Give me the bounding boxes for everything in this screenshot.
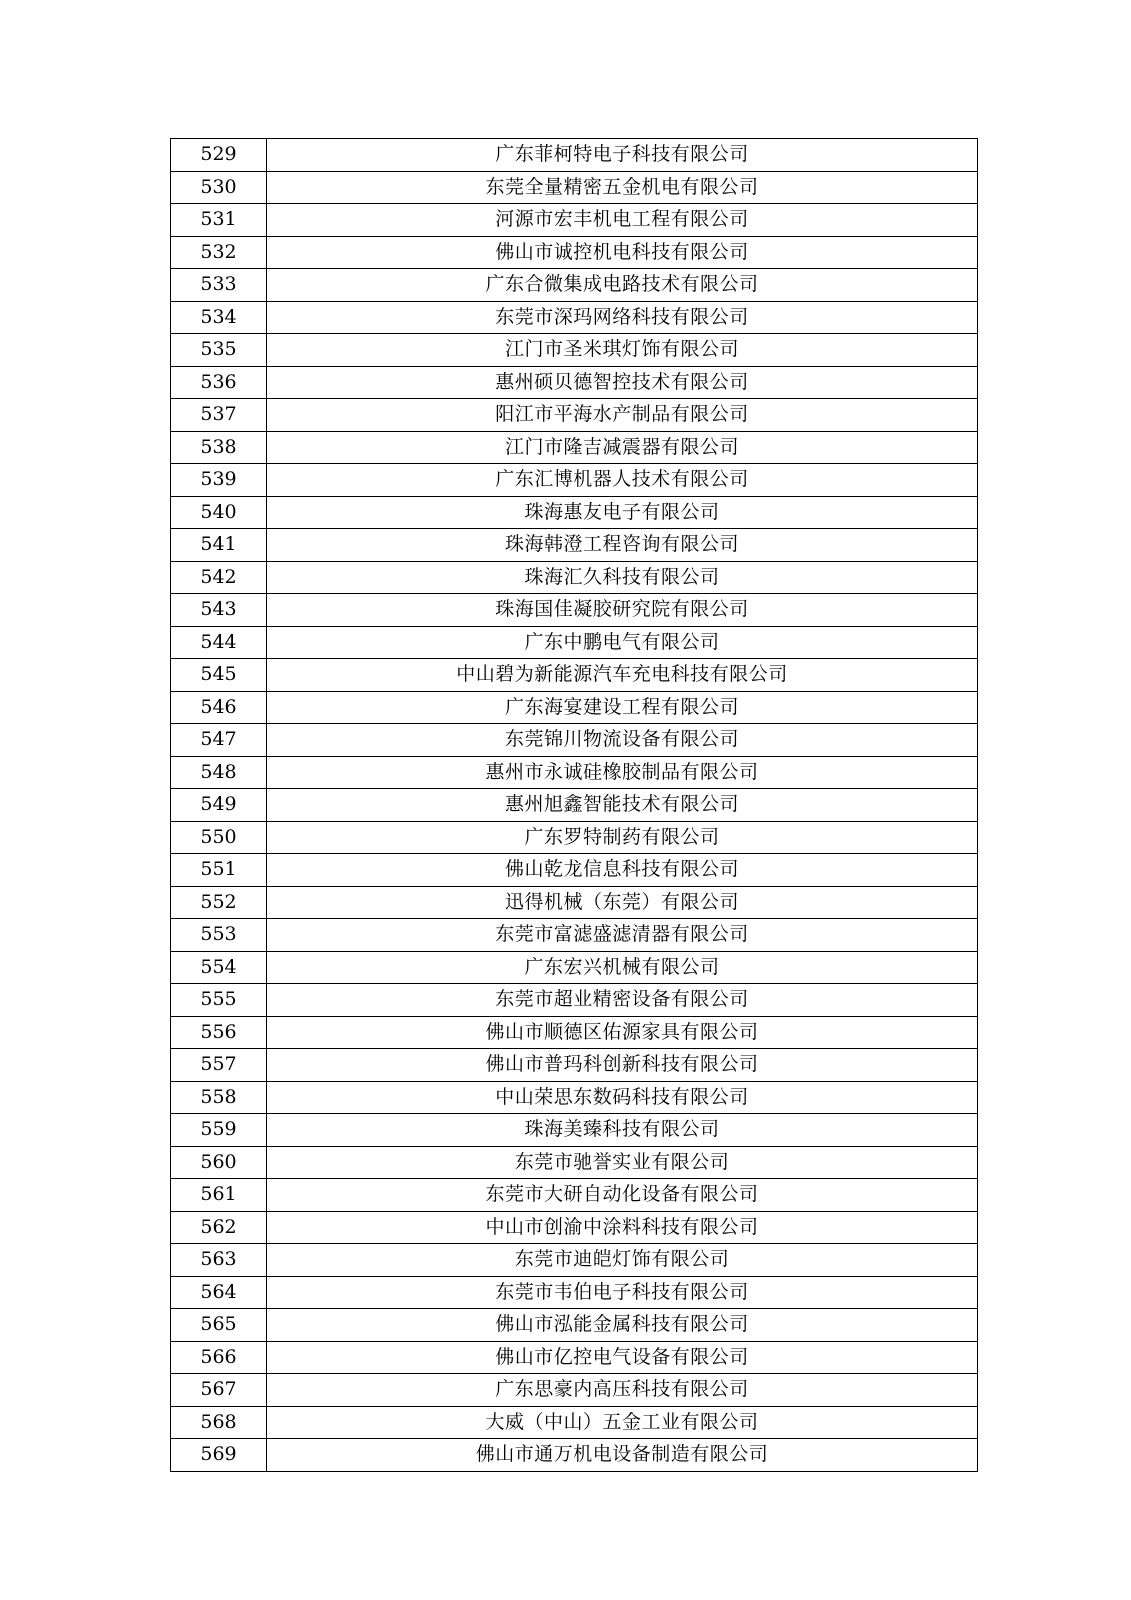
row-number-cell: 533 [171,269,267,302]
table-row [171,594,978,627]
row-number-cell: 545 [171,659,267,692]
row-number-cell: 561 [171,1179,267,1212]
row-number-cell: 565 [171,1309,267,1342]
row-number-cell: 536 [171,366,267,399]
company-name-cell: 东莞市迪皑灯饰有限公司 [267,1244,978,1277]
row-number-cell: 562 [171,1211,267,1244]
row-number-cell: 553 [171,919,267,952]
table-row [171,1179,978,1212]
table-row [171,789,978,822]
company-name-cell: 惠州市永诚硅橡胶制品有限公司 [267,756,978,789]
table-row [171,1211,978,1244]
company-name-cell: 广东菲柯特电子科技有限公司 [267,139,978,172]
row-number-cell: 542 [171,561,267,594]
company-name-cell: 迅得机械（东莞）有限公司 [267,886,978,919]
table-row [171,1276,978,1309]
company-name-cell: 中山碧为新能源汽车充电科技有限公司 [267,659,978,692]
company-name-cell: 珠海美臻科技有限公司 [267,1114,978,1147]
table-row [171,1406,978,1439]
company-name-cell: 珠海惠友电子有限公司 [267,496,978,529]
row-number-cell: 555 [171,984,267,1017]
row-number-cell: 546 [171,691,267,724]
company-name-cell: 东莞锦川物流设备有限公司 [267,724,978,757]
table-row [171,886,978,919]
table-row [171,236,978,269]
table-row [171,821,978,854]
company-name-cell: 佛山市亿控电气设备有限公司 [267,1341,978,1374]
table-row [171,496,978,529]
table-row [171,171,978,204]
table-row [171,1374,978,1407]
company-name-cell: 珠海国佳凝胶研究院有限公司 [267,594,978,627]
table-row [171,269,978,302]
row-number-cell: 563 [171,1244,267,1277]
row-number-cell: 568 [171,1406,267,1439]
table-row [171,431,978,464]
row-number-cell: 531 [171,204,267,237]
row-number-cell: 535 [171,334,267,367]
company-name-cell: 江门市圣米琪灯饰有限公司 [267,334,978,367]
row-number-cell: 564 [171,1276,267,1309]
company-name-cell: 中山荣思东数码科技有限公司 [267,1081,978,1114]
table-row [171,334,978,367]
row-number-cell: 554 [171,951,267,984]
table-row [171,301,978,334]
row-number-cell: 567 [171,1374,267,1407]
company-name-cell: 广东罗特制药有限公司 [267,821,978,854]
row-number-cell: 551 [171,854,267,887]
company-name-cell: 东莞市富滤盛滤清器有限公司 [267,919,978,952]
table-row [171,139,978,172]
row-number-cell: 544 [171,626,267,659]
row-number-cell: 549 [171,789,267,822]
table-row [171,1049,978,1082]
row-number-cell: 557 [171,1049,267,1082]
company-name-cell: 东莞市深玛网络科技有限公司 [267,301,978,334]
table-row [171,1439,978,1472]
table-row [171,464,978,497]
table-row [171,919,978,952]
company-name-cell: 佛山市泓能金属科技有限公司 [267,1309,978,1342]
company-name-cell: 中山市创渝中涂料科技有限公司 [267,1211,978,1244]
company-name-cell: 东莞全量精密五金机电有限公司 [267,171,978,204]
row-number-cell: 543 [171,594,267,627]
company-name-cell: 佛山乾龙信息科技有限公司 [267,854,978,887]
row-number-cell: 529 [171,139,267,172]
company-name-cell: 河源市宏丰机电工程有限公司 [267,204,978,237]
company-name-cell: 佛山市普玛科创新科技有限公司 [267,1049,978,1082]
row-number-cell: 541 [171,529,267,562]
table-row [171,1341,978,1374]
row-number-cell: 560 [171,1146,267,1179]
company-name-cell: 江门市隆吉减震器有限公司 [267,431,978,464]
company-name-cell: 广东合微集成电路技术有限公司 [267,269,978,302]
row-number-cell: 558 [171,1081,267,1114]
company-name-cell: 东莞市大研自动化设备有限公司 [267,1179,978,1212]
company-name-cell: 广东思豪内高压科技有限公司 [267,1374,978,1407]
company-name-cell: 东莞市驰誉实业有限公司 [267,1146,978,1179]
row-number-cell: 552 [171,886,267,919]
row-number-cell: 532 [171,236,267,269]
row-number-cell: 530 [171,171,267,204]
table-row [171,756,978,789]
row-number-cell: 540 [171,496,267,529]
table-row [171,1081,978,1114]
table-row [171,1146,978,1179]
company-name-cell: 阳江市平海水产制品有限公司 [267,399,978,432]
table-row [171,1244,978,1277]
company-name-cell: 惠州硕贝德智控技术有限公司 [267,366,978,399]
company-name-cell: 东莞市韦伯电子科技有限公司 [267,1276,978,1309]
table-row [171,399,978,432]
company-name-cell: 广东中鹏电气有限公司 [267,626,978,659]
row-number-cell: 556 [171,1016,267,1049]
company-name-cell: 广东宏兴机械有限公司 [267,951,978,984]
row-number-cell: 550 [171,821,267,854]
table-row [171,366,978,399]
company-name-cell: 佛山市通万机电设备制造有限公司 [267,1439,978,1472]
table-row [171,529,978,562]
company-name-cell: 惠州旭鑫智能技术有限公司 [267,789,978,822]
row-number-cell: 538 [171,431,267,464]
company-list-table [170,138,978,1472]
company-name-cell: 佛山市诚控机电科技有限公司 [267,236,978,269]
company-list-body [171,139,978,1472]
row-number-cell: 559 [171,1114,267,1147]
table-row [171,691,978,724]
table-row [171,854,978,887]
table-row [171,984,978,1017]
table-row [171,1309,978,1342]
company-name-cell: 珠海韩澄工程咨询有限公司 [267,529,978,562]
row-number-cell: 547 [171,724,267,757]
table-row [171,1016,978,1049]
company-name-cell: 珠海汇久科技有限公司 [267,561,978,594]
table-row [171,204,978,237]
table-row [171,659,978,692]
company-name-cell: 广东汇博机器人技术有限公司 [267,464,978,497]
row-number-cell: 537 [171,399,267,432]
row-number-cell: 534 [171,301,267,334]
company-name-cell: 广东海宴建设工程有限公司 [267,691,978,724]
company-name-cell: 大威（中山）五金工业有限公司 [267,1406,978,1439]
row-number-cell: 548 [171,756,267,789]
table-row [171,561,978,594]
table-row [171,951,978,984]
table-row [171,1114,978,1147]
table-row [171,626,978,659]
row-number-cell: 569 [171,1439,267,1472]
table-row [171,724,978,757]
company-name-cell: 佛山市顺德区佑源家具有限公司 [267,1016,978,1049]
row-number-cell: 566 [171,1341,267,1374]
company-name-cell: 东莞市超业精密设备有限公司 [267,984,978,1017]
row-number-cell: 539 [171,464,267,497]
